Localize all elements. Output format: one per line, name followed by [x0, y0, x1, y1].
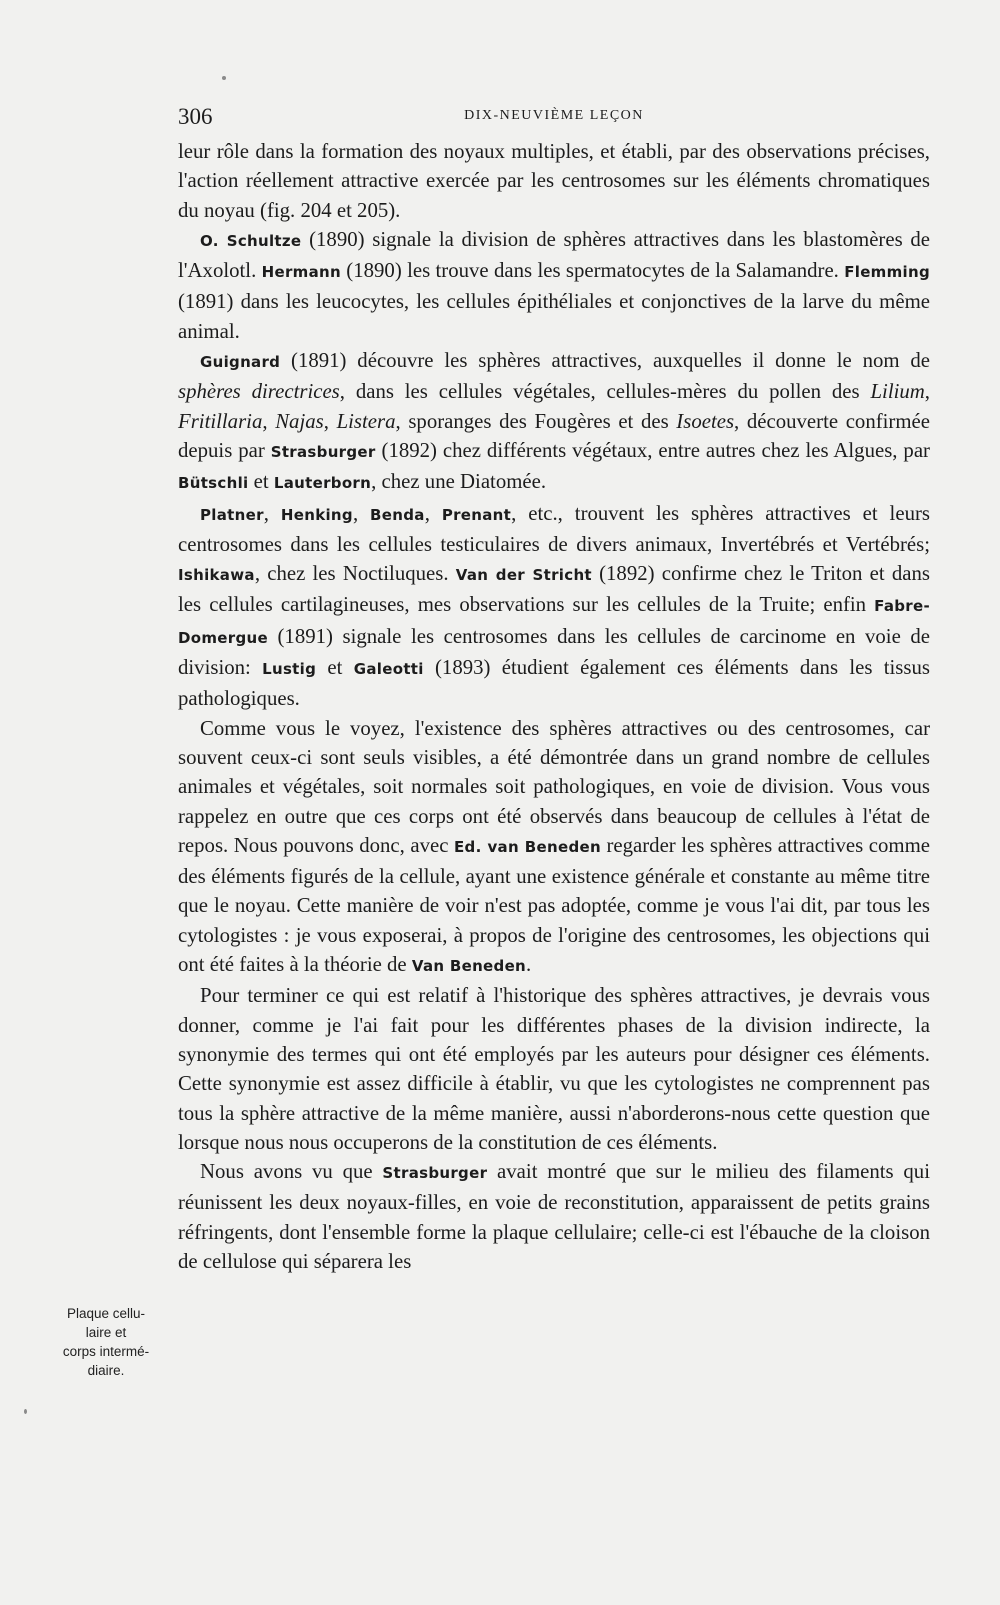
author-name: Galeotti	[353, 660, 424, 679]
margin-note-line: corps intermé-	[62, 1344, 150, 1359]
author-name: Strasburger	[382, 1164, 488, 1183]
author-name: Lustig	[262, 660, 317, 679]
paragraph-5	[178, 714, 930, 982]
text-run: , dans les cellules végétales, cellules-mères du pollen des	[339, 380, 871, 404]
italic-term: sphères directrices	[178, 380, 340, 404]
text-run: (1891) découvre les sphères attractives, auxquelles il donne le nom de	[280, 349, 930, 373]
author-name: Ed. van Beneden	[454, 837, 601, 856]
text-run: , etc., trouvent les sphères attractives et leurs centrosomes dans les cellules testiculaires de divers animaux, Invertébrés et Vertébrés;	[178, 501, 930, 556]
italic-term: Lilium	[870, 380, 925, 404]
text-run: ,	[263, 501, 281, 525]
text-run: leur rôle dans la formation des noyaux multiples, et établi, par des observations précises, l'action réellement attractive exercée par les centrosomes sur les éléments chromatiques du noyau (fig. 204 et 205).	[178, 140, 930, 222]
text-run: , chez les Noctiluques.	[254, 562, 456, 586]
margin-note	[56, 1304, 156, 1380]
paragraph-4	[178, 499, 930, 714]
paragraph-7	[178, 1157, 930, 1276]
author-name: Ishikawa	[178, 566, 255, 585]
text-run: ,	[352, 501, 371, 525]
italic-term: Najas	[275, 409, 324, 433]
text-run: ,	[262, 409, 276, 433]
text-run: (1890) signale la division de sphères attractives dans les blastomères de l'Axolotl.	[178, 227, 930, 283]
text-run: regarder les sphères attractives comme des éléments figurés de la cellule, ayant une existence générale et constante au même titre que le noyau. Cette manière de voir n'est pas adoptée, comme je vous l'ai dit, par tous les cytologistes : je vous exposerai, à propos de l'origine des centrosomes, les objections qui ont été faites à la théorie de	[178, 833, 930, 977]
author-name: Flemming	[844, 263, 930, 282]
paragraph-1	[178, 137, 930, 225]
author-name: Platner	[200, 505, 264, 524]
text-run: et	[316, 656, 354, 680]
paragraph-6	[178, 981, 930, 1157]
text-run: ,	[424, 501, 442, 525]
text-run: ,	[924, 380, 930, 404]
page-number: 306	[178, 104, 213, 129]
margin-note-line: laire et	[85, 1325, 127, 1340]
text-run: (1891) signale les centrosomes dans les cellules de carcinome en voie de division:	[178, 624, 930, 680]
author-name: Van Beneden	[411, 957, 527, 976]
author-name: Lauterborn	[273, 474, 372, 493]
paragraph-3	[178, 346, 930, 498]
italic-term: Listera	[336, 409, 396, 433]
author-name: Bütschli	[178, 474, 249, 493]
text-run: (1892) chez différents végétaux, entre autres chez les Algues, par	[375, 438, 930, 462]
page-header	[178, 104, 930, 134]
body-text	[178, 137, 930, 1276]
margin-note-line: Plaque cellu-	[66, 1306, 146, 1321]
margin-note-line: diaire.	[87, 1363, 125, 1378]
author-name: Hermann	[261, 263, 341, 282]
text-run: Pour terminer ce qui est relatif à l'historique des sphères attractives, je devrais vous donner, comme je l'ai fait pour les différentes phases de la division indirecte, la synonymie des termes qui ont été employés par les auteurs pour désigner ces éléments. Cette synonymie est assez difficile à établir, vu que les cytologistes ne comprennent pas tous la sphère attractive de la même manière, aussi n'aborderons-nous cette question que lorsque nous nous occuperons de la constitution de ces éléments.	[178, 984, 930, 1154]
author-name: Strasburger	[270, 442, 376, 461]
text-run: , découverte confirmée depuis par	[178, 409, 930, 462]
text-run: (1890) les trouve dans les spermatocytes de la Salamandre.	[340, 259, 845, 283]
author-name: Van der Stricht	[455, 566, 592, 585]
italic-term: Isoetes	[676, 409, 735, 433]
running-head: DIX-NEUVIÈME LEÇON	[464, 108, 644, 123]
text-run: et	[248, 470, 274, 494]
text-run: (1891) dans les leucocytes, les cellules épithéliales et conjonctives de la larve du même animal.	[178, 290, 930, 343]
author-name: Henking	[280, 505, 353, 524]
text-run: (1893) étudient également ces éléments dans les tissus pathologiques.	[178, 656, 930, 711]
author-name: O. Schultze	[200, 231, 302, 250]
text-run: Nous avons vu que	[200, 1160, 383, 1184]
author-name: Benda	[370, 505, 425, 524]
paragraph-2	[178, 225, 930, 346]
paper-speck	[24, 1409, 27, 1414]
text-run: , sporanges des Fougères et des	[395, 409, 677, 433]
author-name: Prenant	[441, 505, 512, 524]
text-run: ,	[323, 409, 337, 433]
italic-term: Fritillaria	[178, 409, 263, 433]
text-run: Comme vous le voyez, l'existence des sphères attractives ou des centrosomes, car souvent ceux-ci sont seuls visibles, a été démontrée dans un grand nombre de cellules animales et végétales, soit normales soit pathologiques, en voie de division. Vous vous rappelez en outre que ces corps ont été observés dans beaucoup de cellules à l'état de repos. Nous pouvons donc, avec	[178, 716, 930, 857]
paper-speck	[222, 76, 226, 80]
author-name: Guignard	[200, 353, 281, 372]
text-run: .	[526, 953, 532, 977]
text-run: (1892) confirme chez le Triton et dans les cellules cartilagineuses, mes observations sur les cellules de la Truite; enfin	[178, 562, 930, 617]
author-name: Fabre-Domergue	[178, 597, 930, 647]
text-run: avait montré que sur le milieu des filaments qui réunissent les deux noyaux-filles, en voie de reconstitution, apparaissent de petits grains réfringents, dont l'ensemble forme la plaque cellulaire; celle-ci est l'ébauche de la cloison de cellulose qui séparera les	[178, 1160, 930, 1273]
text-run: , chez une Diatomée.	[371, 470, 547, 494]
